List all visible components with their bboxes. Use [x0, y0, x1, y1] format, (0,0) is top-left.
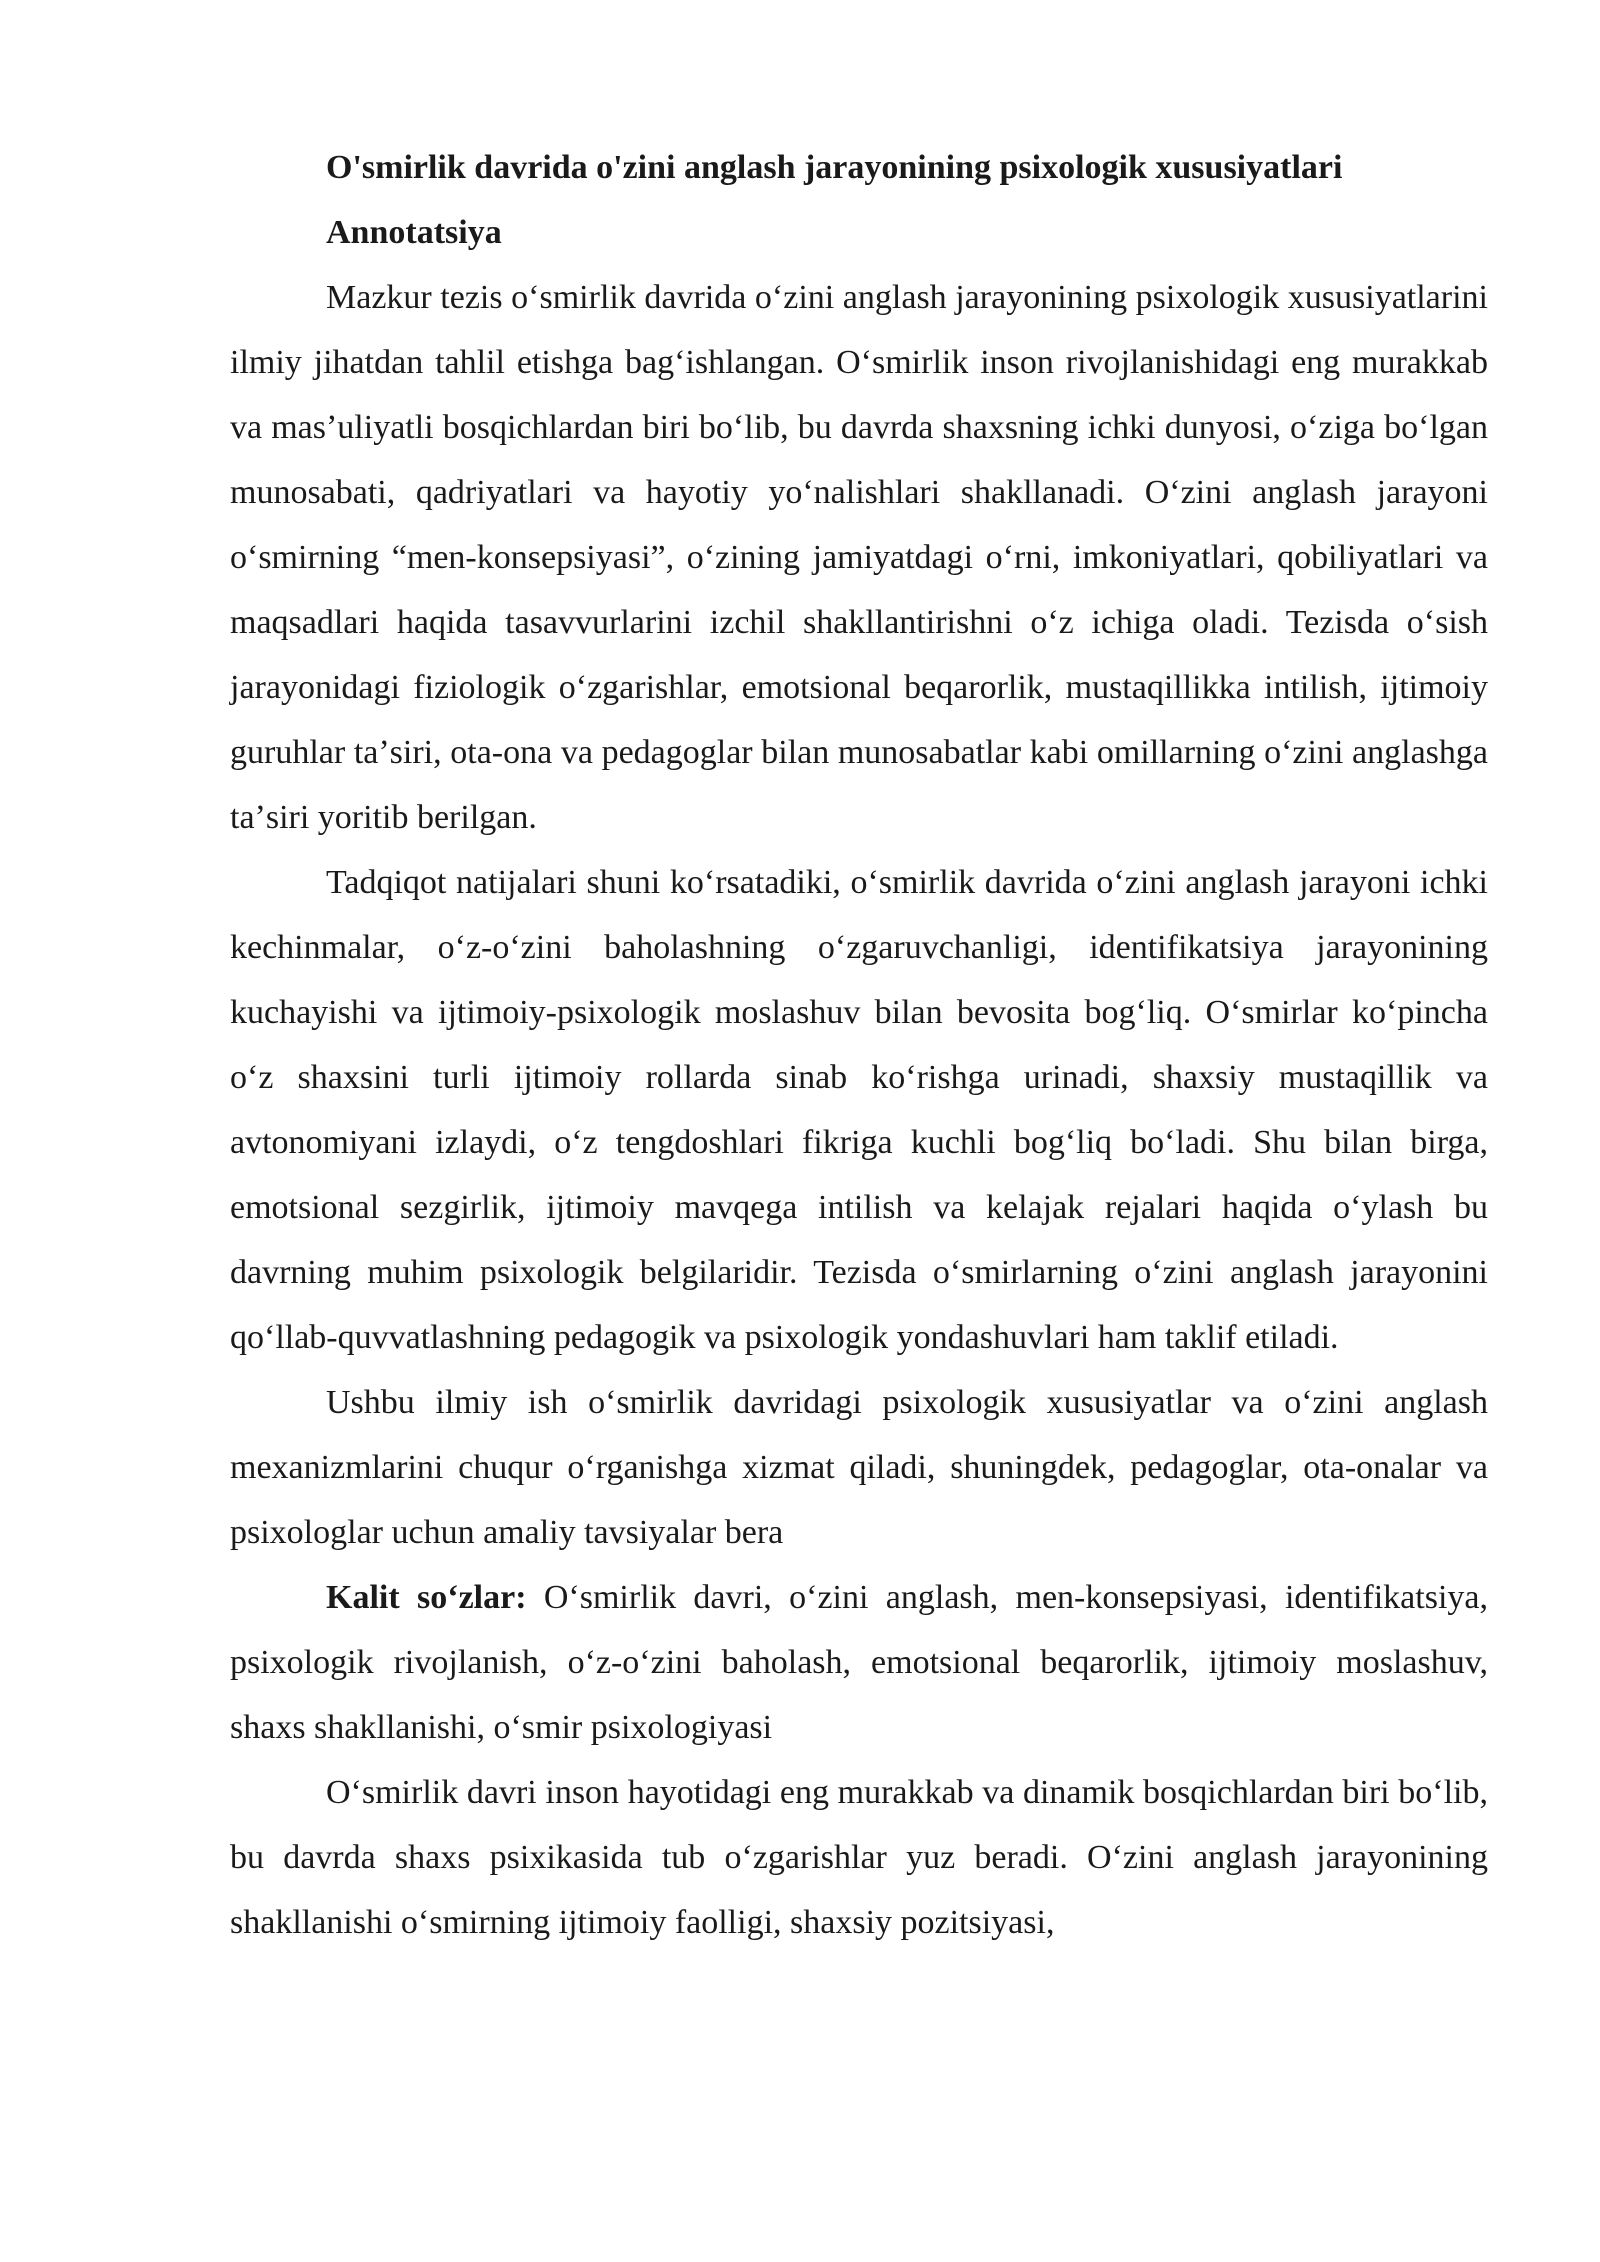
document-content	[230, 135, 1488, 1955]
body-paragraph: Oʻsmirlik davri inson hayotidagi eng murakkab va dinamik bosqichlardan biri boʻlib, bu davrda shaxs psixikasida tub oʻzgarishlar yuz beradi. Oʻzini anglash jarayonining shakllanishi oʻsmirning ijtimoiy faolligi, shaxsiy pozitsiyasi,	[230, 1774, 1488, 1941]
annotation-heading: Annotatsiya	[326, 214, 502, 251]
annotation-paragraph-2: Tadqiqot natijalari shuni koʻrsatadiki, oʻsmirlik davrida oʻzini anglash jarayoni ichki kechinmalar, oʻz-oʻzini baholashning oʻzgaruvchanligi, identifikatsiya jarayonining kuchayishi va ijtimoiy-psixologik moslashuv bilan bevosita bogʻliq. Oʻsmirlar koʻpincha oʻz shaxsini turli ijtimoiy rollarda sinab koʻrishga urinadi, shaxsiy mustaqillik va avtonomiyani izlaydi, oʻz tengdoshlari fikriga kuchli bogʻliq boʻladi. Shu bilan birga, emotsional sezgirlik, ijtimoiy mavqega intilish va kelajak rejalari haqida oʻylash bu davrning muhim psixologik belgilaridir. Tezisda oʻsmirlarning oʻzini anglash jarayonini qoʻllab-quvvatlashning pedagogik va psixologik yondashuvlari ham taklif etiladi.	[230, 864, 1488, 1356]
document-title: O'smirlik davrida o'zini anglash jarayonining psixologik xususiyatlari	[326, 149, 1343, 186]
keywords-label: Kalit soʻzlar:	[326, 1579, 527, 1616]
keywords-paragraph	[230, 1565, 1488, 1760]
keywords-text: Oʻsmirlik davri, oʻzini anglash, men-konsepsiyasi, identifikatsiya, psixologik rivojlanish, oʻz-oʻzini baholash, emotsional beqarorlik, ijtimoiy moslashuv, shaxs shakllanishi, oʻsmir psixologiyasi	[230, 1579, 1488, 1746]
annotation-paragraph-1: Mazkur tezis oʻsmirlik davrida oʻzini anglash jarayonining psixologik xususiyatlarini ilmiy jihatdan tahlil etishga bagʻishlangan. Oʻsmirlik inson rivojlanishidagi eng murakkab va masʼuliyatli bosqichlardan biri boʻlib, bu davrda shaxsning ichki dunyosi, oʻziga boʻlgan munosabati, qadriyatlari va hayotiy yoʻnalishlari shakllanadi. Oʻzini anglash jarayoni oʻsmirning “men-konsepsiyasi”, oʻzining jamiyatdagi oʻrni, imkoniyatlari, qobiliyatlari va maqsadlari haqida tasavvurlarini izchil shakllantirishni oʻz ichiga oladi. Tezisda oʻsish jarayonidagi fiziologik oʻzgarishlar, emotsional beqarorlik, mustaqillikka intilish, ijtimoiy guruhlar taʼsiri, ota-ona va pedagoglar bilan munosabatlar kabi omillarning oʻzini anglashga taʼsiri yoritib berilgan.	[230, 279, 1488, 836]
annotation-paragraph-3: Ushbu ilmiy ish oʻsmirlik davridagi psixologik xususiyatlar va oʻzini anglash mexanizmlarini chuqur oʻrganishga xizmat qiladi, shuningdek, pedagoglar, ota-onalar va psixologlar uchun amaliy tavsiyalar bera	[230, 1384, 1488, 1551]
